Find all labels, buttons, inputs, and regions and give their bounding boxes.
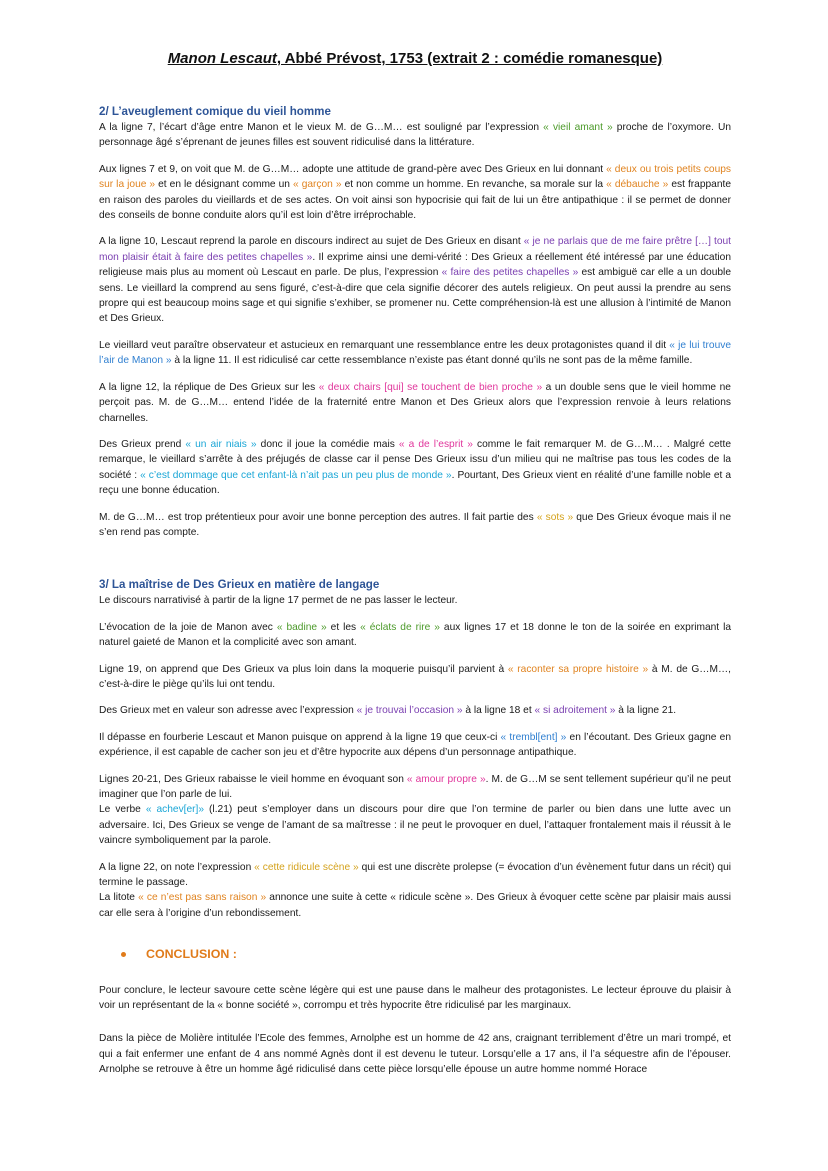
s3-paragraph-3: Des Grieux met en valeur son adresse avec l’expression « je trouvai l’occasion » à la ligne 18 et « si adroitement » à la ligne 21. [99, 705, 677, 717]
s2-paragraph-3: A la ligne 10, Lescaut reprend la parole en discours indirect au sujet de Des Grieux en disant « je ne parlais que de me faire prêtre […] tout mon plaisir était à faire des petites chapelles ». Il exprime ainsi une demi-vérité : Des Grieux a réellement été intéressé par une éducation religieuse mais plus au moment où Lescaut en parle. De plus, l’expression « faire des petites chapelles » est ambiguë car elle a un double sens. Le vieillard la comprend au sens figuré, c’est-à-dire que cela signifie décorer des autels religieux. On peut aussi la prendre au sens propre qui est beaucoup moins sage et qui signifie s’exhiber, se promener nu. Cette compréhension-là est une allusion à l’intimité de Manon et Des Grieux. [99, 236, 731, 325]
quote: « achev[er]» [145, 804, 205, 816]
title-work: Manon Lescaut [167, 50, 277, 67]
s2-paragraph-4: Le vieillard veut paraître observateur et astucieux en remarquant une ressemblance entre les deux protagonistes quand il dit « je lui trouve l’air de Manon » à la ligne 11. Il est ridiculisé car cette ressemblance n’existe pas étant donné qu’ils ne sont pas de la même famille. [99, 339, 731, 367]
quote: « deux ou trois petits coups sur la joue » [99, 163, 731, 191]
section-2-heading: 2/ L’aveuglement comique du vieil homme [99, 105, 331, 118]
s3-paragraph-8: La litote « ce n’est pas sans raison » annonce une suite à cette « ridicule scène ». Des Grieux à évoquer cette scène par plaisir mais aussi car elle sera à l’origine d’un rebondissement. [99, 892, 731, 919]
s2-paragraph-2: Aux lignes 7 et 9, on voit que M. de G…M… adopte une attitude de grand-père avec Des Grieux en lui donnant « deux ou trois petits coups sur la joue » et en le désignant comme un « garçon » et non comme un homme. En revanche, sa morale sur la « débauche » est frappante en raison des paroles du vieillards et de ses actes. On voit ainsi son hypocrisie qui fait de lui un être antipathique : il se permet de donner des conseils de bonne conduite alors qu’il est loin d’être irréprochable. [99, 163, 731, 222]
quote: « vieil amant » [543, 122, 613, 133]
quote: « cette ridicule scène » [254, 861, 359, 873]
quote: « je lui trouve l’air de Manon » [99, 339, 731, 367]
quote: « trembl[ent] » [500, 731, 567, 743]
quote: « raconter sa propre histoire » [507, 663, 649, 675]
quote: « amour propre » [406, 773, 486, 785]
quote: « a de l’esprit » [398, 438, 473, 450]
quote: « si adroitement » [534, 705, 616, 717]
quote: « je ne parlais que de me faire prêtre […] tout mon plaisir était à faire des petites chapelles » [99, 236, 731, 263]
title-rest: , Abbé Prévost, 1753 (extrait 2 : comédie romanesque) [276, 50, 663, 67]
quote: « garçon » [293, 179, 342, 191]
document-title [99, 48, 731, 70]
conclusion-heading [121, 947, 731, 962]
s3-paragraph-7: A la ligne 22, on note l’expression « cette ridicule scène » qui est une discrète prolepse (= évocation d’un évènement futur dans un récit) qui termine le passage. [99, 861, 731, 889]
s3-paragraph-5: Lignes 20-21, Des Grieux rabaisse le vieil homme en évoquant son « amour propre ». M. de G…M se sent tellement supérieur qu’il ne peut imaginer que l’on parle de lui. [99, 773, 731, 800]
quote: « badine » [276, 621, 327, 633]
conclusion-heading-text: CONCLUSION : [146, 947, 237, 962]
quote: « ce n’est pas sans raison » [138, 892, 267, 904]
bullet-icon [121, 952, 126, 957]
s2-paragraph-7: M. de G…M… est trop prétentieux pour avoir une bonne perception des autres. Il fait partie des « sots » que Des Grieux évoque mais il ne s’en rend pas compte. [99, 511, 731, 538]
quote: « faire des petites chapelles » [441, 267, 579, 279]
document-page [99, 48, 731, 1089]
s3-paragraph-4: Il dépasse en fourberie Lescaut et Manon puisque on apprend à la ligne 19 que ceux-ci « trembl[ent] » en l’écoutant. Des Grieux gagne en expérience, il est capable de cacher son jeu et d’être hypocrite aux dépens d’un personnage antipathique. [99, 731, 731, 759]
section-3-heading: 3/ La maîtrise de Des Grieux en matière de langage [99, 578, 380, 592]
conclusion-paragraph-2: Dans la pièce de Molière intitulée l’Ecole des femmes, Arnolphe est un homme de 42 ans, craignant terriblement d’être un mari trompé, et qui a fait enfermer une enfant de 4 ans nommé Agnès dont il est devenu le tuteur. Lorsqu’elle a 17 ans, il l’a séquestre afin de l’épouser. Arnolphe se retrouve à être un homme âgé ridiculisé dans cette pièce lorsqu’elle épouse un autre homme nommé Horace [99, 1033, 731, 1076]
quote: « débauche » [606, 179, 669, 191]
s3-paragraph-0: Le discours narrativisé à partir de la ligne 17 permet de ne pas lasser le lecteur. [99, 595, 458, 607]
s3-paragraph-1: L’évocation de la joie de Manon avec « badine » et les « éclats de rire » aux lignes 17 et 18 donne le ton de la soirée en exprimant la naturel gaieté de Manon et la complicité avec son amant. [99, 621, 732, 649]
quote: « sots » [536, 511, 574, 523]
quote: « deux chairs [qui] se touchent de bien proche » [318, 381, 543, 393]
s3-paragraph-6: Le verbe « achev[er]» (l.21) peut s’employer dans un discours pour dire que l’on termine de parler ou bien dans une lutte avec un adversaire. Ici, Des Grieux se venge de l’amant de sa maîtresse : il ne peut le provoquer en duel, l’attaquer frontalement mais il réussit à le vaincre symboliquement par la parole. [99, 804, 731, 847]
quote: « éclats de rire » [360, 621, 440, 633]
quote: « je trouvai l’occasion » [356, 705, 463, 717]
s2-paragraph-1: A la ligne 7, l’écart d’âge entre Manon et le vieux M. de G…M… est souligné par l’expression « vieil amant » proche de l’oxymore. Un personnage âgé s’éprenant de jeunes filles est souvent ridiculisé dans la littérature. [99, 122, 731, 149]
quote: « c’est dommage que cet enfant-là n’ait pas un peu plus de monde » [140, 469, 452, 481]
quote: « un air niais » [185, 438, 257, 450]
s2-paragraph-6: Des Grieux prend « un air niais » donc il joue la comédie mais « a de l’esprit » comme le fait remarquer M. de G…M… . Malgré cette remarque, le vieillard s’arrête à des préjugés de classe car il pense Des Grieux issu d’un milieu qui ne maîtrise pas tous les codes de la société : « c’est dommage que cet enfant-là n’ait pas un peu plus de monde ». Pourtant, Des Grieux vient en réalité d’une famille noble et a reçu une bonne éducation. [99, 438, 732, 497]
s2-paragraph-5: A la ligne 12, la réplique de Des Grieux sur les « deux chairs [qui] se touchent de bien proche » a un double sens que le vieil homme ne perçoit pas. M. de G…M… entend l’idée de la fraternité entre Manon et Des Grieux alors que l’expression renvoie à leurs relations charnelles. [99, 381, 731, 424]
conclusion-paragraph-1: Pour conclure, le lecteur savoure cette scène légère qui est une pause dans le malheur des protagonistes. Le lecteur éprouve du plaisir à voir un représentant de la « bonne société », corrompu et très hypocrite être ridiculisé par les marginaux. [99, 984, 731, 1012]
s3-paragraph-2: Ligne 19, on apprend que Des Grieux va plus loin dans la moquerie puisqu’il parvient à « raconter sa propre histoire » à M. de G…M…, c’est-à-dire le piège qu’ils lui ont tendu. [99, 663, 731, 690]
